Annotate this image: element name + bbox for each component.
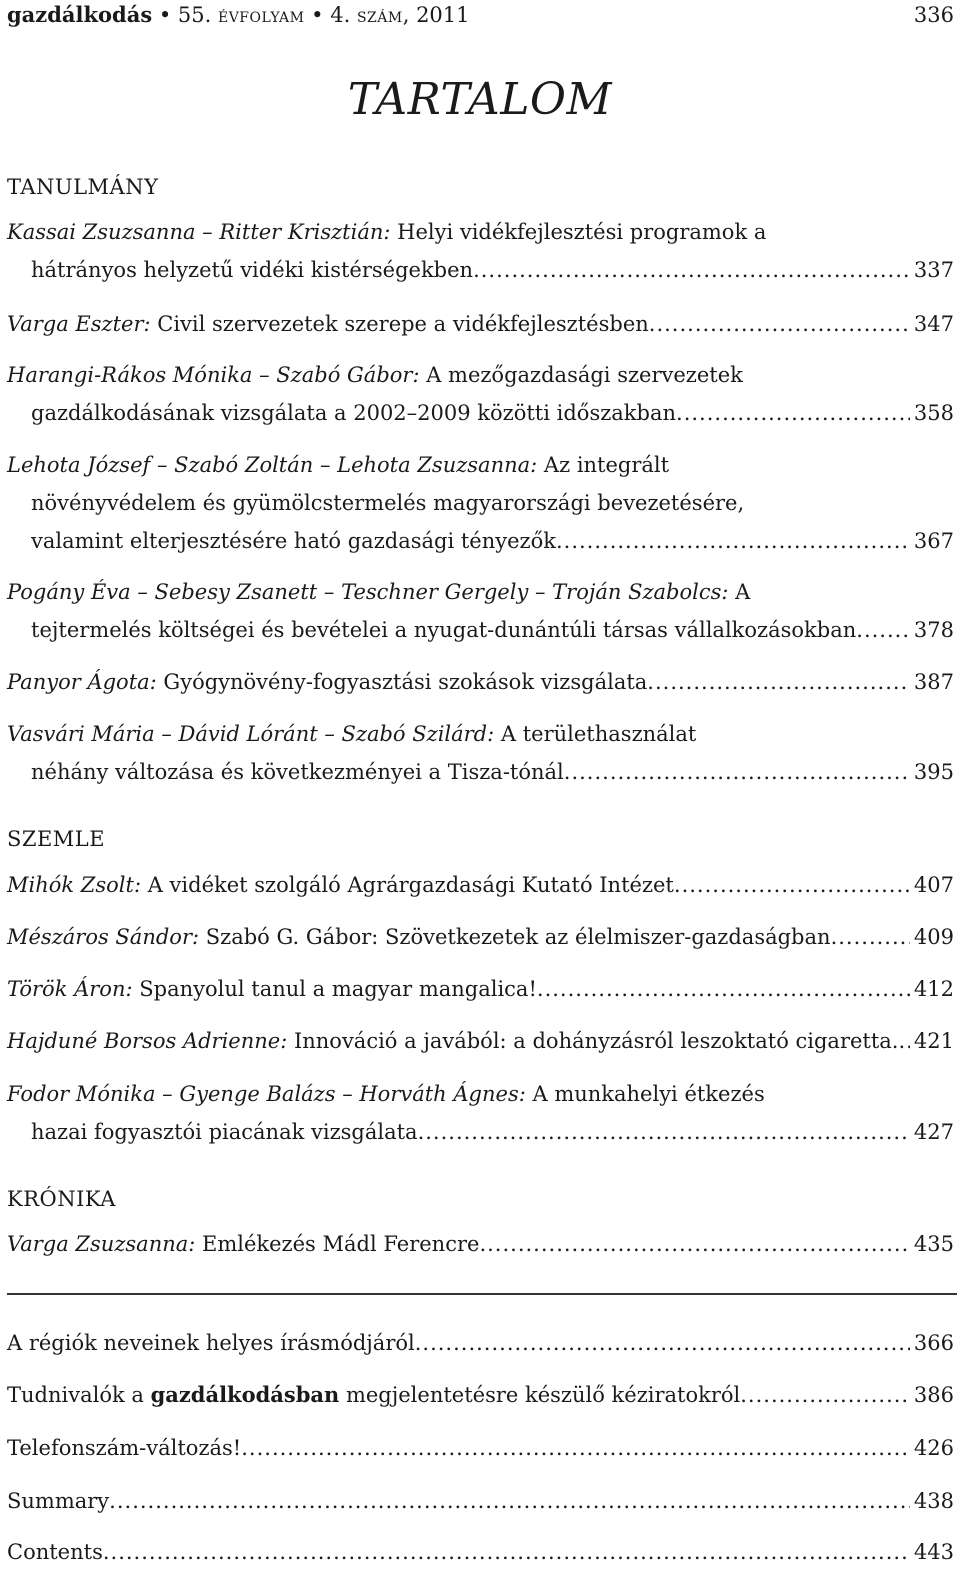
volume-word: ÉVFOLYAM — [217, 10, 305, 26]
toc-entry[interactable] — [7, 451, 954, 565]
toc-entry[interactable] — [7, 218, 954, 294]
dot-leader — [418, 1118, 910, 1146]
entry-author: Panyor Ágota: — [7, 670, 157, 694]
toc-entry[interactable] — [7, 871, 954, 909]
dot-leader — [647, 668, 910, 696]
page-number: 336 — [913, 3, 954, 27]
entry-author: Mihók Zsolt: — [7, 873, 142, 897]
header-separator-1: • 55. — [152, 3, 218, 27]
toc-entry[interactable] — [7, 578, 954, 654]
toc-entry[interactable] — [7, 975, 954, 1013]
entry-title: A munkahelyi étkezés — [525, 1082, 765, 1106]
entry-page: 421 — [913, 1029, 954, 1053]
entry-page: 435 — [913, 1232, 954, 1256]
entry-page: 443 — [913, 1540, 954, 1564]
entry-author: Varga Eszter: — [7, 312, 151, 336]
entry-title: Emlékezés Mádl Ferencre — [195, 1232, 480, 1256]
entry-page: 337 — [913, 258, 954, 282]
dot-leader — [674, 871, 910, 899]
entry-author: Harangi-Rákos Mónika – Szabó Gábor: — [7, 363, 420, 387]
journal-name: gazdálkodás — [7, 2, 153, 27]
entry-author: Varga Zsuzsanna: — [7, 1232, 196, 1256]
entry-author: Pogány Éva – Sebesy Zsanett – Teschner Gergely – Troján Szabolcs: — [7, 580, 729, 604]
entry-title: Szabó G. Gábor: Szövetkezetek az élelmiszer-gazdaságban — [199, 925, 831, 949]
entry-author: Vasvári Mária – Dávid Lóránt – Szabó Szilárd: — [7, 722, 495, 746]
dot-leader — [241, 1434, 910, 1462]
dot-leader — [899, 1027, 910, 1055]
entry-title: Az integrált — [537, 453, 670, 477]
entry-title: Spanyolul tanul a magyar mangalica! — [132, 977, 537, 1001]
issue-word: SZÁM — [356, 10, 403, 26]
entry-title: Civil szervezetek szerepe a vidékfejlesztésben — [150, 312, 649, 336]
entry-page: 366 — [913, 1331, 954, 1355]
entry-title: gazdálkodásának vizsgálata a 2002–2009 közötti időszakban — [31, 401, 677, 425]
entry-author: Fodor Mónika – Gyenge Balázs – Horváth Ágnes: — [7, 1082, 526, 1106]
toc-entry[interactable] — [7, 923, 954, 961]
entry-title: Helyi vidékfejlesztési programok a — [390, 220, 767, 244]
divider-rule — [7, 1293, 957, 1295]
dot-leader — [479, 1230, 909, 1258]
toc-entry[interactable] — [7, 361, 954, 437]
entry-title: hazai fogyasztói piacának vizsgálata — [31, 1120, 418, 1144]
entry-author: Lehota József – Szabó Zoltán – Lehota Zsuzsanna: — [7, 453, 538, 477]
entry-author: Hajduné Borsos Adrienne: — [7, 1029, 288, 1053]
entry-page: 409 — [913, 925, 954, 949]
entry-title: Contents — [7, 1540, 103, 1564]
dot-leader — [556, 527, 910, 555]
dot-leader — [831, 923, 910, 951]
entry-title: A vidéket szolgáló Agrárgazdasági Kutató Intézet — [141, 873, 674, 897]
entry-title: Gyógynövény-fogyasztási szokások vizsgálata — [156, 670, 648, 694]
toc-extra-entry[interactable] — [7, 1538, 954, 1568]
toc-extra-entry[interactable] — [7, 1434, 954, 1472]
dot-leader — [109, 1487, 910, 1515]
entry-page: 358 — [913, 401, 954, 425]
entry-title: Telefonszám-változás! — [7, 1436, 242, 1460]
entry-title: hátrányos helyzetű vidéki kistérségekben — [31, 258, 474, 282]
entry-title: A mezőgazdasági szervezetek — [419, 363, 743, 387]
entry-page: 347 — [913, 312, 954, 336]
entry-title: A — [728, 580, 751, 604]
section-heading-szemle: SZEMLE — [7, 827, 106, 851]
entry-author: Kassai Zsuzsanna – Ritter Krisztián: — [7, 220, 391, 244]
dot-leader — [676, 399, 910, 427]
entry-page: 367 — [913, 529, 954, 553]
entry-title: néhány változása és következményei a Tisza-tónál — [31, 760, 564, 784]
entry-title-post: megjelentetésre készülő kéziratokról — [339, 1383, 741, 1407]
section-heading-tanulmany: TANULMÁNY — [7, 175, 159, 199]
entry-title: A területhasználat — [494, 722, 697, 746]
page-title: TARTALOM — [347, 74, 613, 125]
entry-title: tejtermelés költségei és bevételei a nyugat-dunántúli társas vállalkozásokban — [31, 618, 857, 642]
toc-entry[interactable] — [7, 1230, 954, 1268]
header-separator-2: • 4. — [304, 3, 357, 27]
entry-title-pre: Tudnivalók a — [7, 1383, 151, 1407]
running-header — [7, 1, 954, 29]
toc-entry[interactable] — [7, 668, 954, 706]
toc-entry[interactable] — [7, 1080, 954, 1156]
entry-title: A régiók neveinek helyes írásmódjáról — [7, 1331, 415, 1355]
header-year: , 2011 — [402, 3, 470, 27]
dot-leader — [856, 616, 910, 644]
dot-leader — [564, 758, 910, 786]
entry-author: Török Áron: — [7, 977, 133, 1001]
toc-extra-entry[interactable] — [7, 1329, 954, 1367]
dot-leader — [740, 1381, 910, 1409]
dot-leader — [415, 1329, 910, 1357]
journal-name-bold: gazdálkodásban — [150, 1382, 340, 1407]
dot-leader — [473, 256, 910, 284]
entry-page: 378 — [913, 618, 954, 642]
section-heading-kronika: KRÓNIKA — [7, 1187, 116, 1211]
entry-page: 395 — [913, 760, 954, 784]
entry-page: 386 — [913, 1383, 954, 1407]
dot-leader — [649, 310, 910, 338]
toc-entry[interactable] — [7, 310, 954, 348]
entry-title: valamint elterjesztésére ható gazdasági tényezők — [31, 529, 556, 553]
entry-title: Innováció a javából: a dohányzásról leszoktató cigaretta. — [287, 1029, 899, 1053]
dot-leader — [103, 1538, 910, 1566]
entry-page: 438 — [913, 1489, 954, 1513]
toc-extra-entry[interactable] — [7, 1487, 954, 1525]
toc-extra-entry[interactable] — [7, 1381, 954, 1419]
toc-entry[interactable] — [7, 1027, 954, 1065]
entry-page: 412 — [913, 977, 954, 1001]
toc-entry[interactable] — [7, 720, 954, 796]
entry-author: Mészáros Sándor: — [7, 925, 200, 949]
entry-page: 426 — [913, 1436, 954, 1460]
entry-title: növényvédelem és gyümölcstermelés magyarországi bevezetésére, — [31, 491, 745, 515]
entry-page: 407 — [913, 873, 954, 897]
dot-leader — [537, 975, 910, 1003]
entry-page: 387 — [913, 670, 954, 694]
entry-title: Summary — [7, 1489, 110, 1513]
entry-page: 427 — [913, 1120, 954, 1144]
